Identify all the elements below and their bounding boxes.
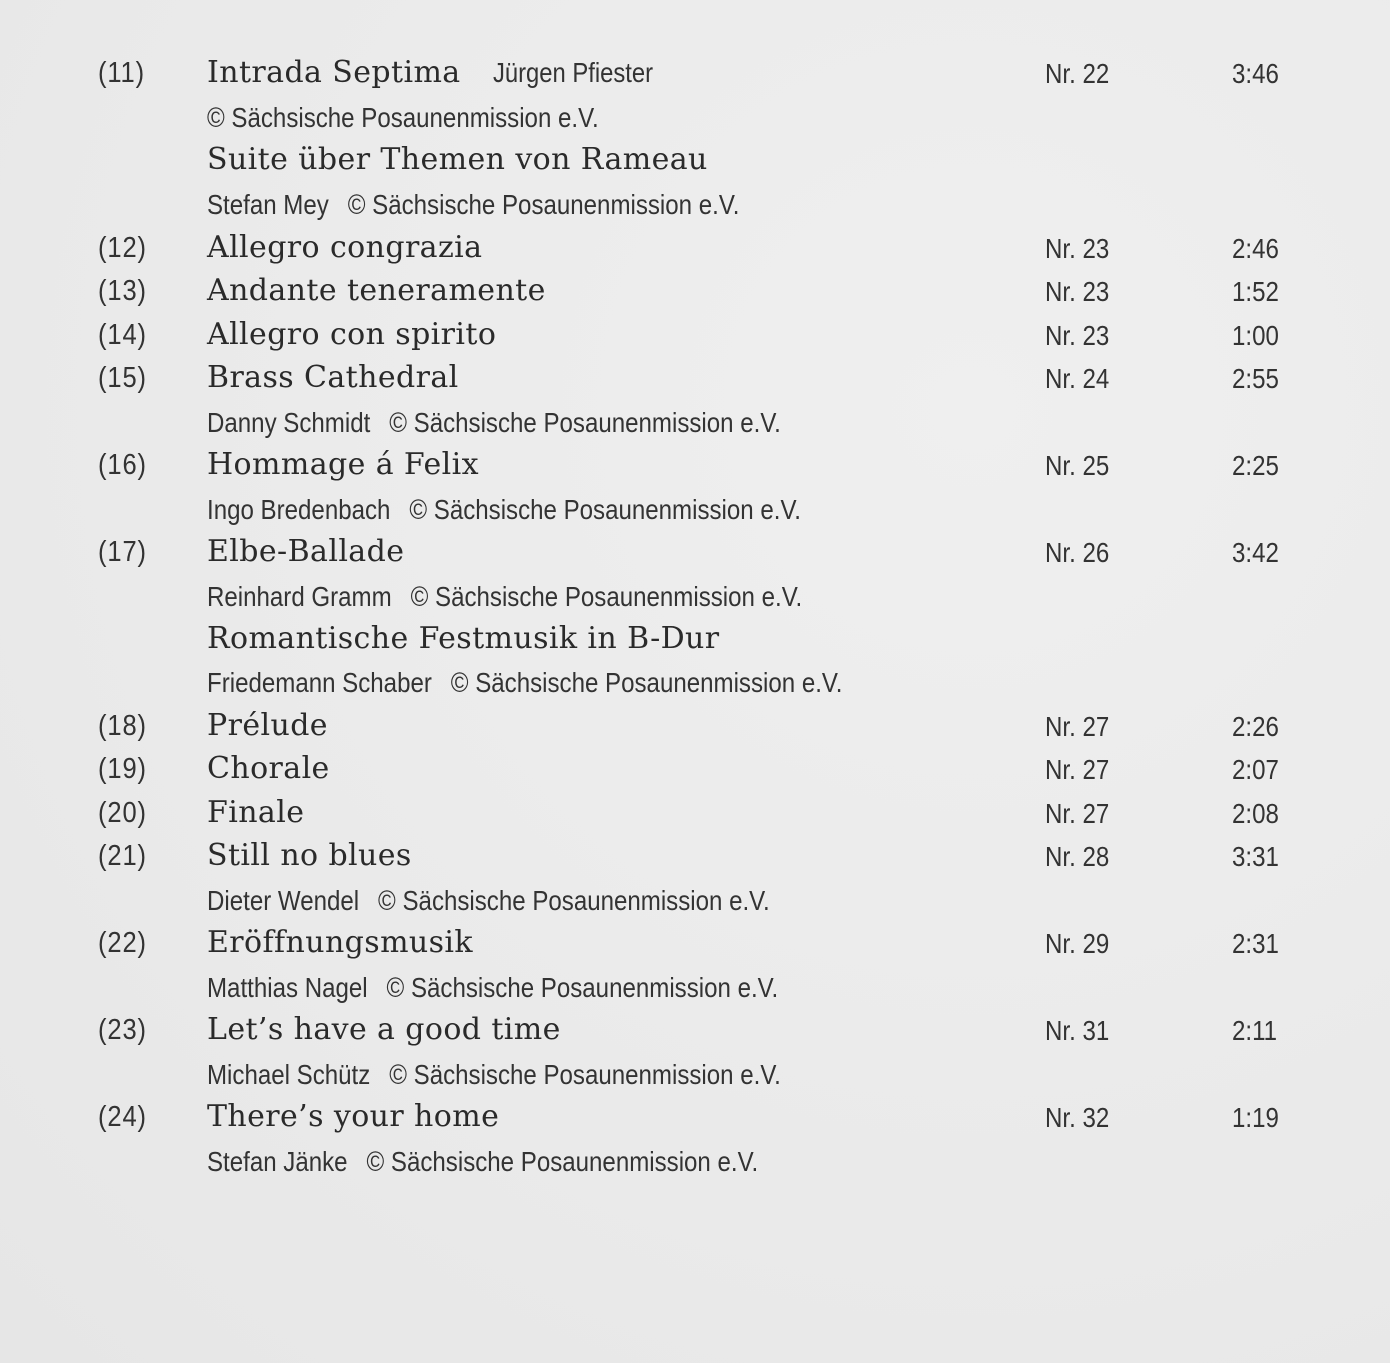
track-row-24 [0, 1097, 1390, 1140]
track-duration: 2:26 [1232, 711, 1279, 742]
track-title: Brass Cathedral [207, 360, 459, 395]
credit-line [207, 494, 801, 526]
copyright-notice: © Sächsische Posaunenmission e.V. [410, 581, 803, 612]
track-row-14 [0, 315, 1390, 358]
composer-name: Reinhard Gramm [207, 581, 392, 612]
track-title: Andante teneramente [207, 273, 546, 308]
composer-name: Dieter Wendel [207, 885, 360, 916]
track-title: Allegro con spirito [207, 317, 497, 352]
score-number: Nr. 23 [1045, 276, 1110, 307]
copyright-notice: © Sächsische Posaunenmission e.V. [389, 1059, 781, 1090]
credit-line [207, 407, 781, 439]
credit-line [207, 581, 802, 613]
credit-row [0, 184, 1390, 227]
track-number: (15) [98, 362, 147, 394]
score-number: Nr. 26 [1045, 537, 1110, 568]
track-duration: 2:08 [1232, 798, 1279, 829]
track-row-23 [0, 1010, 1390, 1053]
track-duration: 3:46 [1232, 58, 1279, 89]
track-number: (24) [98, 1101, 147, 1133]
track-row-16 [0, 445, 1390, 488]
track-duration: 2:07 [1232, 754, 1279, 785]
score-number: Nr. 31 [1045, 1015, 1110, 1046]
track-duration: 2:11 [1232, 1015, 1278, 1046]
track-duration: 1:00 [1232, 320, 1279, 351]
credit-line [207, 102, 599, 134]
track-row-19 [0, 749, 1390, 792]
track-title [207, 55, 681, 90]
score-number: Nr. 23 [1045, 320, 1110, 351]
work-title: Romantische Festmusik in B-Dur [207, 621, 720, 656]
credit-line [207, 189, 739, 221]
credit-row [0, 402, 1390, 445]
credit-row [0, 489, 1390, 532]
credit-line [207, 667, 842, 699]
track-number: (21) [98, 840, 147, 872]
composer-name: Stefan Mey [207, 189, 329, 220]
credit-row [0, 880, 1390, 923]
track-duration: 2:46 [1232, 233, 1279, 264]
track-title: Chorale [207, 751, 330, 786]
track-title: Let’s have a good time [207, 1012, 561, 1047]
track-row-13 [0, 271, 1390, 314]
track-title: Finale [207, 795, 305, 830]
track-row-21 [0, 836, 1390, 879]
credit-line [207, 1146, 758, 1178]
track-number: (13) [98, 275, 147, 307]
score-number: Nr. 27 [1045, 711, 1110, 742]
track-duration: 3:31 [1232, 841, 1279, 872]
credit-row [0, 662, 1390, 705]
score-number: Nr. 27 [1045, 798, 1110, 829]
score-number: Nr. 28 [1045, 841, 1110, 872]
score-number: Nr. 24 [1045, 363, 1110, 394]
track-number: (16) [98, 449, 147, 481]
score-number: Nr. 27 [1045, 754, 1110, 785]
track-row-20 [0, 793, 1390, 836]
copyright-notice: © Sächsische Posaunenmission e.V. [386, 972, 779, 1003]
credit-line [207, 972, 778, 1004]
work-title: Suite über Themen von Rameau [207, 142, 708, 177]
track-row-15 [0, 358, 1390, 401]
track-duration: 1:19 [1232, 1102, 1279, 1133]
track-title: Eröffnungsmusik [207, 925, 474, 960]
credit-row [0, 576, 1390, 619]
track-number: (23) [98, 1014, 147, 1046]
composer-name: Friedemann Schaber [207, 667, 432, 698]
copyright-notice: © Sächsische Posaunenmission e.V. [378, 885, 770, 916]
score-number: Nr. 29 [1045, 928, 1110, 959]
score-number: Nr. 22 [1045, 58, 1110, 89]
copyright-notice: © Sächsische Posaunenmission e.V. [389, 407, 781, 438]
composer-name: Jürgen Pfiester [492, 57, 653, 88]
copyright-notice: © Sächsische Posaunenmission e.V. [450, 667, 843, 698]
track-duration: 3:42 [1232, 537, 1279, 568]
credit-row [0, 967, 1390, 1010]
track-row-17 [0, 532, 1390, 575]
track-number: (22) [98, 927, 147, 959]
track-number: (17) [98, 536, 147, 568]
composer-name: Ingo Bredenbach [207, 494, 391, 525]
credit-line [207, 1059, 781, 1091]
credit-row [0, 97, 1390, 140]
track-row-12 [0, 228, 1390, 271]
copyright-notice: © Sächsische Posaunenmission e.V. [207, 102, 599, 133]
copyright-notice: © Sächsische Posaunenmission e.V. [347, 189, 740, 220]
track-title-text: Intrada Septima [207, 55, 461, 90]
track-title: There’s your home [207, 1099, 500, 1134]
track-number: (14) [98, 319, 147, 351]
track-number: (12) [98, 232, 147, 264]
track-number: (20) [98, 797, 147, 829]
track-title: Hommage á Felix [207, 447, 479, 482]
track-title: Elbe-Ballade [207, 534, 405, 569]
track-duration: 2:31 [1232, 928, 1279, 959]
track-duration: 2:25 [1232, 450, 1279, 481]
track-duration: 1:52 [1232, 276, 1279, 307]
track-title: Prélude [207, 708, 328, 743]
track-number: (19) [98, 753, 147, 785]
work-title-row [0, 619, 1390, 662]
track-title: Still no blues [207, 838, 412, 873]
credit-row [0, 1141, 1390, 1184]
composer-name: Michael Schütz [207, 1059, 371, 1090]
track-duration: 2:55 [1232, 363, 1279, 394]
copyright-notice: © Sächsische Posaunenmission e.V. [409, 494, 802, 525]
score-number: Nr. 23 [1045, 233, 1110, 264]
copyright-notice: © Sächsische Posaunenmission e.V. [366, 1146, 759, 1177]
credit-line [207, 885, 770, 917]
composer-name: Danny Schmidt [207, 407, 371, 438]
track-row-18 [0, 706, 1390, 749]
track-row-22 [0, 923, 1390, 966]
composer-name: Matthias Nagel [207, 972, 368, 1003]
composer-name: Stefan Jänke [207, 1146, 348, 1177]
score-number: Nr. 25 [1045, 450, 1110, 481]
track-row-11 [0, 53, 1390, 96]
work-title-row [0, 140, 1390, 183]
score-number: Nr. 32 [1045, 1102, 1110, 1133]
track-number: (18) [98, 710, 147, 742]
track-title: Allegro congrazia [207, 230, 483, 265]
credit-row [0, 1054, 1390, 1097]
track-number: (11) [98, 57, 146, 89]
